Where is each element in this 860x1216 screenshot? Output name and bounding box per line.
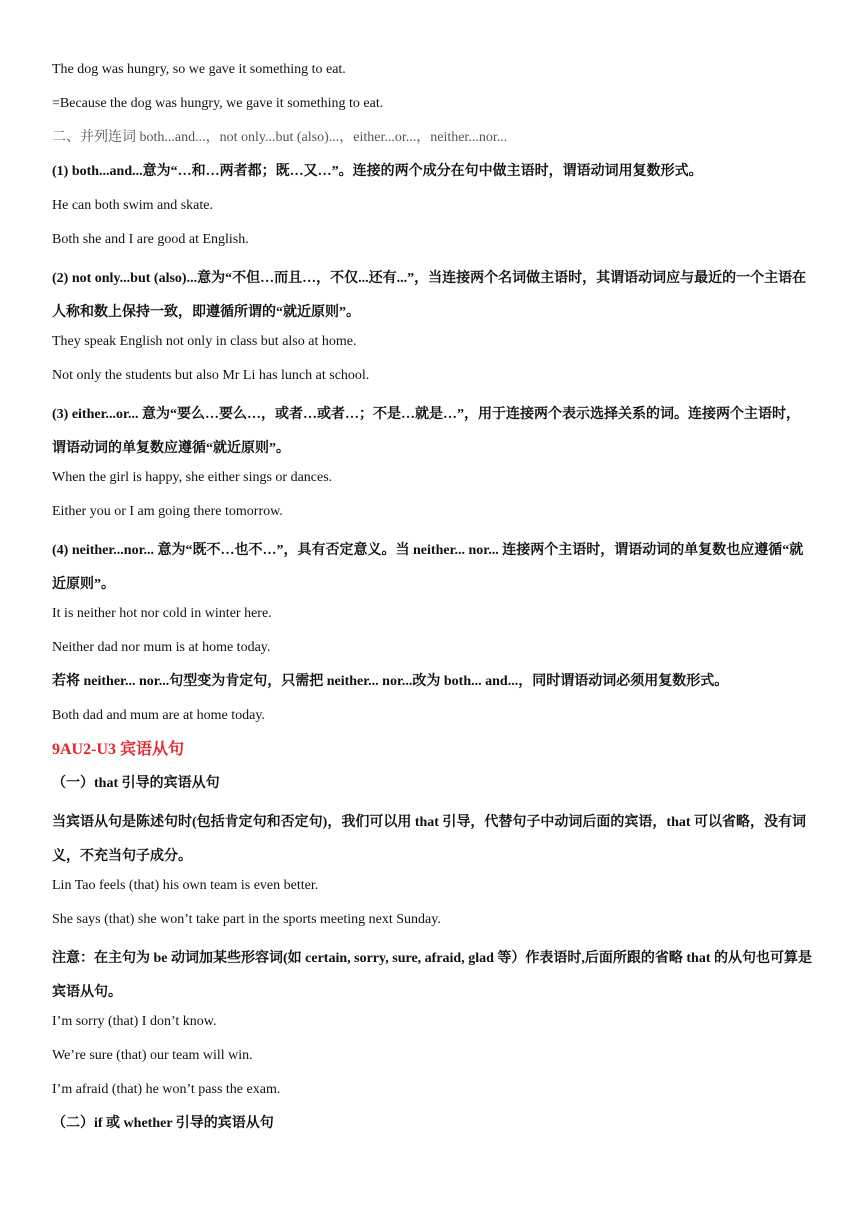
- example-sentence: He can both swim and skate.: [52, 198, 213, 213]
- section-heading: 二、并列连词 both...and...，not only...but (also)...，either...or...，neither...nor...: [52, 130, 508, 145]
- example-sentence: She says (that) she won’t take part in the sports meeting next Sunday.: [52, 912, 441, 927]
- example-sentence: I’m sorry (that) I don’t know.: [52, 1014, 217, 1029]
- example-sentence: When the girl is happy, she either sings or dances.: [52, 470, 333, 485]
- example-sentence: They speak English not only in class but also at home.: [52, 334, 357, 349]
- example-sentence: I’m afraid (that) he won’t pass the exam.: [52, 1082, 281, 1097]
- rule-paragraph: 当宾语从句是陈述句时(包括肯定句和否定句)，我们可以用 that 引导，代替句子中动词后面的宾语，that 可以省略，没有词义，不充当句子成分。: [52, 815, 807, 864]
- example-sentence: Not only the students but also Mr Li has lunch at school.: [52, 368, 370, 383]
- rule-paragraph: (4) neither...nor... 意为“既不…也不…”，具有否定意义。当 neither... nor... 连接两个主语时，谓语动词的单复数也应遵循“就近原则”。: [52, 543, 804, 592]
- note-paragraph: 注意：在主句为 be 动词加某些形容词(如 certain, sorry, sure, afraid, glad 等）作表语时,后面所跟的省略 that 的从句也可算是宾语从句。: [52, 951, 812, 1000]
- example-sentence: We’re sure (that) our team will win.: [52, 1048, 253, 1063]
- example-sentence: =Because the dog was hungry, we gave it something to eat.: [52, 96, 384, 111]
- rule-paragraph: 若将 neither... nor...句型变为肯定句，只需把 neither... nor...改为 both... and...，同时谓语动词必须用复数形式。: [52, 674, 729, 689]
- unit-heading: 9AU2-U3 宾语从句: [52, 741, 184, 758]
- example-sentence: Lin Tao feels (that) his own team is even better.: [52, 878, 319, 893]
- subsection-heading: （一）that 引导的宾语从句: [52, 776, 220, 791]
- document-page: [52, 58, 812, 1146]
- example-sentence: It is neither hot nor cold in winter here.: [52, 606, 272, 621]
- example-sentence: Either you or I am going there tomorrow.: [52, 504, 283, 519]
- example-sentence: Neither dad nor mum is at home today.: [52, 640, 271, 655]
- example-sentence: The dog was hungry, so we gave it something to eat.: [52, 62, 346, 77]
- rule-paragraph: (1) both...and...意为“…和…两者都；既…又…”。连接的两个成分在句中做主语时，谓语动词用复数形式。: [52, 164, 703, 179]
- rule-paragraph: (3) either...or... 意为“要么…要么…，或者…或者…；不是…就是…”，用于连接两个表示选择关系的词。连接两个主语时，谓语动词的单复数应遵循“就近原则”。: [52, 407, 800, 456]
- example-sentence: Both dad and mum are at home today.: [52, 708, 265, 723]
- subsection-heading: （二）if 或 whether 引导的宾语从句: [52, 1116, 274, 1131]
- rule-paragraph: (2) not only...but (also)...意为“不但…而且…，不仅...还有...”，当连接两个名词做主语时，其谓语动词应与最近的一个主语在人称和数上保持一致，即遵循所谓的“就近原则”。: [52, 271, 807, 320]
- example-sentence: Both she and I are good at English.: [52, 232, 249, 247]
